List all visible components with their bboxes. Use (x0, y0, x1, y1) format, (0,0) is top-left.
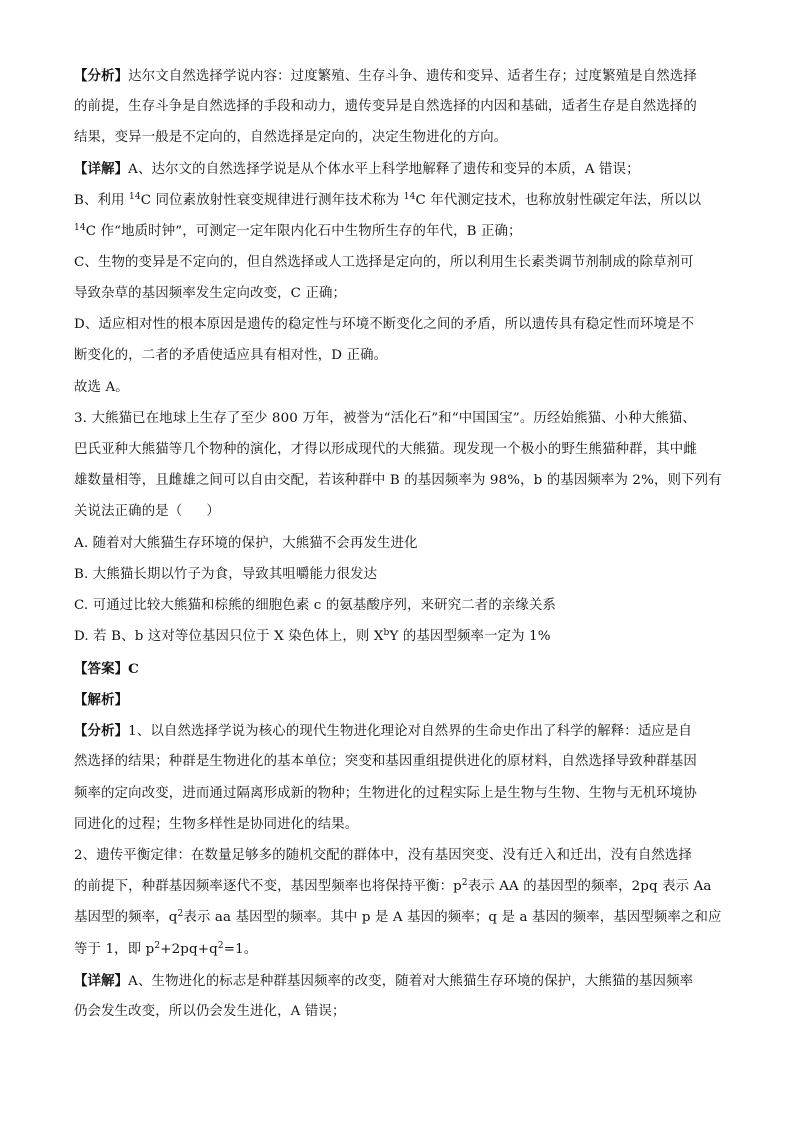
question-3-line-3: 雄数量相等，且雌雄之间可以自由交配，若该种群中 B 的基因频率为 98%，b 的基因频率为 2%，则下列有 (74, 473, 722, 488)
detail-tag: 【详解】 (74, 161, 129, 177)
question-3-line-4: 关说法正确的是（ ） (74, 504, 220, 519)
detail-line-5: 导致杂草的基因频率发生定向改变，C 正确； (74, 286, 347, 301)
detail-line-3: $^{14}$C 作“地质时钟”，可测定一定年限内化石中生物所生存的年代，B 正确； (74, 223, 522, 239)
analysis-paragraph-line-2: 的前提，生存斗争是自然选择的手段和动力，遗传变异是自然选择的内因和基础，适者生存是自然选择的 (74, 99, 697, 114)
explanation-line-4: 同进化的过程；生物多样性是协同进化的结果。 (74, 817, 359, 832)
explanation-line-5: 2、遗传平衡定律：在数量足够多的随机交配的群体中，没有基因突变、没有迁入和迁出，没有自然选择 (74, 848, 692, 863)
option-a: A. 随着对大熊猫生存环境的保护，大熊猫不会再发生进化 (74, 536, 418, 551)
question-3-line-2: 巴氏亚种大熊猫等几个物种的演化，才得以形成现代的大熊猫。现发现一个极小的野生熊猫种群，其中雌 (74, 442, 697, 457)
detail-line-2: B、利用 $^{14}$C 同位素放射性衰变规律进行测年技术称为 $^{14}$C 年代测定技术，也称放射性碳定年法，所以以 (74, 192, 702, 208)
explanation-line-1: 【分析】1、以自然选择学说为核心的现代生物进化理论对自然界的生命史作出了科学的解释：适应是自 (74, 723, 693, 739)
analysis-tag: 【分析】 (74, 68, 129, 84)
explanation-line-6: 的前提下，种群基因频率逐代不变，基因型频率也将保持平衡：$p^2$表示 AA 的基因型的频率，2pq 表示 Aa (74, 878, 712, 894)
detail-line-7: 断变化的，二者的矛盾使适应具有相对性，D 正确。 (74, 348, 388, 363)
option-d: D. 若 B、b 这对等位基因只位于 X 染色体上，则 $X^bY$ 的基因型频率一定为 1% (74, 628, 551, 644)
explanation-line-2: 然选择的结果；种群是生物进化的基本单位；突变和基因重组提供进化的原材料，自然选择导致种群基因 (74, 754, 697, 769)
explanation-line-7: 基因型的频率，$q^2$表示 aa 基因型的频率。其中 p 是 A 基因的频率；q 是 a 基因的频率，基因型频率之和应 (74, 909, 722, 925)
option-b: B. 大熊猫长期以竹子为食，导致其咀嚼能力很发达 (74, 567, 378, 582)
conclusion-line: 故选 A。 (74, 380, 129, 395)
answer-line: 【答案】C (74, 661, 139, 677)
analysis-heading: 【解析】 (74, 692, 129, 708)
analysis-paragraph-line-3: 结果，变异一般是不定向的，自然选择是定向的，决定生物进化的方向。 (74, 130, 508, 145)
option-c: C. 可通过比较大熊猫和棕熊的细胞色素 c 的氨基酸序列，来研究二者的亲缘关系 (74, 598, 557, 613)
question-3-line-1: 3. 大熊猫已在地球上生存了至少 800 万年，被誉为“活化石”和“中国国宝”。历经始熊猫、小种大熊猫、 (74, 411, 696, 426)
detail-line-6: D、适应相对性的根本原因是遗传的稳定性与环境不断变化之间的矛盾，所以遗传具有稳定性而环境是不 (74, 317, 695, 332)
detail-line-4: C、生物的变异是不定向的，但自然选择或人工选择是定向的，所以利用生长素类调节剂制成的除草剂可 (74, 255, 694, 270)
analysis-paragraph-line-1: 【分析】达尔文自然选择学说内容：过度繁殖、生存斗争、遗传和变异、适者生存；过度繁殖是自然选择 (74, 68, 697, 84)
explanation-line-9: 【详解】A、生物进化的标志是种群基因频率的改变，随着对大熊猫生存环境的保护，大熊猫的基因频率 (74, 973, 694, 989)
explanation-line-3: 频率的定向改变，进而通过隔离形成新的物种；生物进化的过程实际上是生物与生物、生物与无机环境协 (74, 786, 697, 801)
explanation-line-10: 仍会发生改变，所以仍会发生进化，A 错误； (74, 1004, 346, 1019)
detail-line-1: 【详解】A、达尔文的自然选择学说是从个体水平上科学地解释了遗传和变异的本质，A 错误； (74, 161, 640, 177)
explanation-line-8: 等于 1，即 $p^2+2pq+q^2=1$。 (74, 941, 258, 957)
